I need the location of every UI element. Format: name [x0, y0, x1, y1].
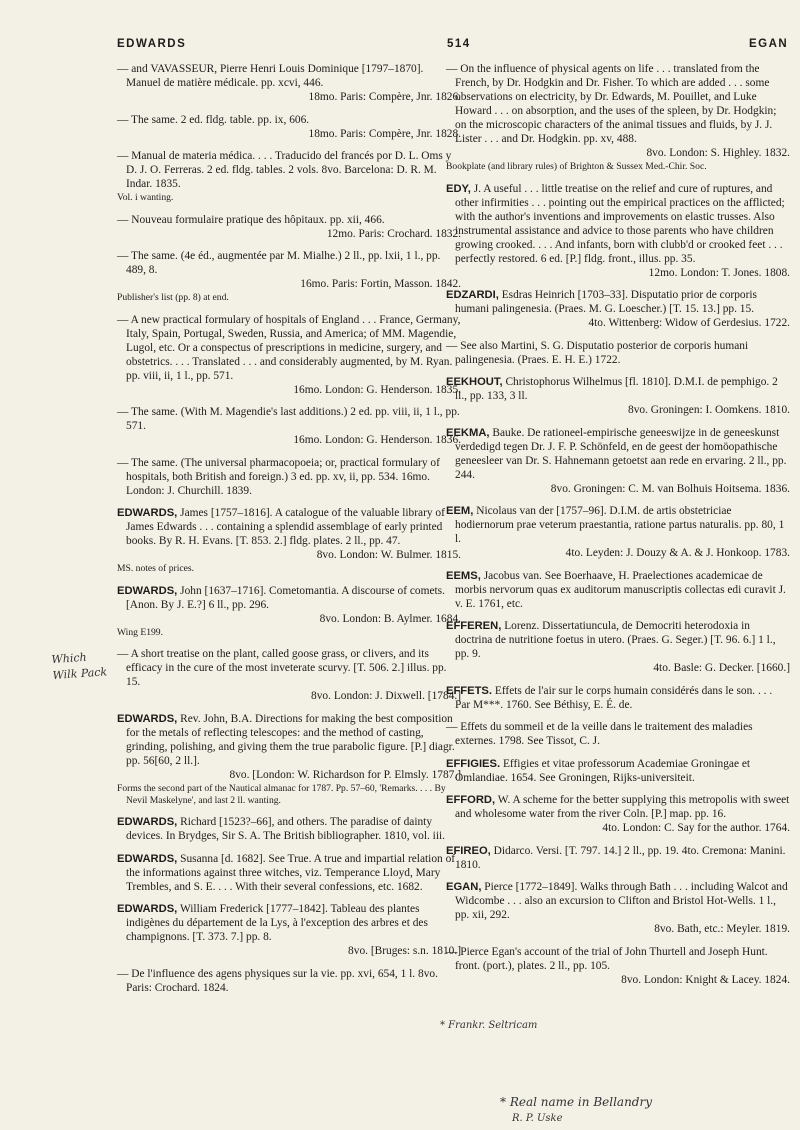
entry-imprint: 18mo. Paris: Compère, Jnr. 1826. — [308, 91, 461, 103]
entry-text: Nicolaus van der [1757–96]. D.I.M. de artis obstetriciae hodiernorum prae veterum praestantia, ratione partus naturalis. pp. 80, 1 l. — [455, 505, 785, 545]
running-header-right: EGAN — [749, 38, 789, 50]
entry-text: — The same. 2 ed. fldg. table. pp. ix, 606. — [117, 113, 310, 126]
catalogue-entry — [446, 757, 790, 785]
entry-text: Didarco. Versi. [T. 797. 14.] 2 ll., pp. 19. 4to. Cremona: Manini. 1810. — [455, 844, 786, 871]
handwritten-margin-note: Which Wilk Pack — [51, 650, 108, 683]
entry-text: Effets de l'air sur le corps humain considérés dans le son. . . . Par M***. 1760. See Béthisy, E. É. de. — [455, 684, 773, 711]
entry-imprint: 8vo. Bath, etc.: Meyler. 1819. — [654, 923, 790, 935]
entry-imprint: 8vo. London: J. Dixwell. [1784.] — [311, 690, 461, 702]
entry-heading: EDWARDS, — [117, 712, 178, 725]
entry-imprint: 8vo. London: S. Highley. 1832. — [646, 147, 790, 159]
left-column — [117, 62, 461, 1003]
catalogue-entry — [446, 375, 790, 417]
entry-text: Bauke. De rationeel-empirische geneeswijze in de geneeskunst verdedigd tegen Dr. J. F. P. Schönfeld, en de geest der homöopathische geneesleer van Dr. S. Hahnemann getoetst aan rede en ervaring. 2 ll., pp. 244. — [455, 426, 787, 481]
entry-text: — and VAVASSEUR, Pierre Henri Louis Dominique [1797–1870]. Manuel de matière médicale. pp. xcvi, 446. — [117, 63, 424, 89]
entry-note: Publisher's list (pp. 8) at end. — [117, 292, 229, 303]
entry-heading: EDWARDS, — [117, 852, 178, 865]
entry-imprint: 16mo. Paris: Fortin, Masson. 1842. — [300, 278, 461, 290]
catalogue-entry — [117, 62, 461, 104]
entry-text: — A short treatise on the plant, called goose grass, or clivers, and its efficacy in the cure of the most inveterate scurvy. [T. 506. 2.] illus. pp. 15. — [117, 648, 447, 688]
catalogue-entry — [446, 504, 790, 560]
entry-heading: EEKMA, — [446, 426, 490, 439]
entry-text: Richard [1523?–66], and others. The paradise of dainty devices. In Brydges, Sir S. A. The British bibliographer. 1810, vol. iii. — [126, 816, 446, 842]
entry-text: — On the influence of physical agents on life . . . translated from the French, by Dr. Hodgkin and Dr. Fisher. To which are added . . . some observations on electricity, by Dr. Edwards, M. Pouillet, and Luke Howard . . . on absorption, and the uses of the spleen, by Dr. Hodgkin; on the microscopic characters of the animal tissues and fluids, by J. J. Lister . . . and Dr. Hodgkin. pp. xv, 488. — [446, 63, 777, 145]
entry-imprint: 4to. Basle: G. Decker. [1660.] — [653, 662, 790, 674]
entry-text: Esdras Heinrich [1703–33]. Disputatio prior de corporis humani palingenesia. (Praes. M. G. Loescher.) [T. 15. 13.] pp. 15. — [455, 289, 757, 315]
catalogue-entry — [446, 793, 790, 835]
catalogue-entry — [446, 426, 790, 496]
entry-heading: EDWARDS, — [117, 507, 178, 519]
catalogue-entry — [117, 113, 461, 141]
handwritten-footer-note-2: R. P. Uske — [512, 1113, 563, 1124]
entry-heading: EDY, — [446, 182, 471, 195]
catalogue-entry — [446, 880, 790, 936]
entry-imprint: 18mo. Paris: Compère, Jnr. 1828. — [308, 127, 461, 140]
entry-note: MS. notes of prices. — [117, 563, 195, 574]
entry-imprint: 8vo. London: B. Aylmer. 1684. — [319, 612, 461, 625]
entry-text: — Nouveau formulaire pratique des hôpitaux. pp. xii, 466. — [117, 213, 385, 226]
entry-imprint: 12mo. London: T. Jones. 1808. — [648, 266, 790, 279]
catalogue-entry — [117, 852, 461, 894]
entry-imprint: 8vo. London: Knight & Lacey. 1824. — [621, 973, 790, 986]
entry-imprint: 8vo. Groningen: C. M. van Bolhuis Hoitsema. 1836. — [550, 482, 790, 495]
entry-note: Wing E199. — [117, 626, 163, 638]
page-number: 514 — [447, 38, 471, 50]
entry-text: — The same. (The universal pharmacopoeia; or, practical formulary of hospitals, both British and foreign.) 3 ed. pp. xv, ii, pp. 534. 16mo. London: J. Churchill. 1839. — [117, 456, 440, 497]
right-column — [446, 62, 790, 995]
entry-heading: EGAN, — [446, 881, 482, 893]
entry-text: Lorenz. Dissertatiuncula, de Democriti heterodoxia in doctrina de nutritione foetus in utero. (Praes. G. Seger.) [T. 96. 6.] 1 l., pp. 9. — [455, 620, 776, 660]
catalogue-entry — [117, 456, 461, 498]
entry-text: — See also Martini, S. G. Disputatio posterior de corporis humani palingenesia. (Praes. E. H. E.) 1722. — [446, 339, 749, 366]
catalogue-entry — [117, 584, 461, 639]
entry-text: — De l'influence des agens physiques sur la vie. pp. xvi, 654, 1 l. 8vo. Paris: Crochard. 1824. — [117, 967, 438, 994]
catalogue-entry — [117, 967, 461, 995]
catalogue-entry — [446, 339, 790, 367]
entry-imprint: 4to. Leyden: J. Douzy & A. & J. Honkoop. 1783. — [565, 547, 790, 559]
entry-heading: EDWARDS, — [117, 816, 178, 828]
entry-text: William Frederick [1777–1842]. Tableau des plantes indigènes du département de la Lys, à l'exception des arbres et des champignons. [T. 373. 7.] pp. 8. — [126, 903, 428, 943]
entry-heading: EFFORD, — [446, 794, 496, 806]
entry-heading: EDWARDS, — [117, 903, 178, 915]
handwritten-footer-note: * Real name in Bellandry — [500, 1095, 652, 1109]
catalogue-entry — [117, 313, 461, 397]
catalogue-entry — [117, 902, 461, 958]
entry-text: — The same. (4e éd., augmentée par M. Mialhe.) 2 ll., pp. lxii, 1 l., pp. 489, 8. — [117, 250, 441, 276]
entry-text: James [1757–1816]. A catalogue of the valuable library of James Edwards . . . containing a splendid assemblage of early printed books. By R. H. Evans. [T. 853. 2.] fldg. plates. 2 ll., pp. 47. — [126, 507, 445, 547]
handwritten-asterisk-note: * Frankr. Seltricam — [440, 1020, 538, 1031]
entry-heading: EDZARDI, — [446, 289, 499, 301]
entry-heading: EEMS, — [446, 569, 481, 582]
entry-text: Susanna [d. 1682]. See True. A true and impartial relation of the informations against three witches, viz. Temperance Lloyd, Mary Trembles, and S. E. . . . With their several confessions, etc. 1682. — [126, 852, 456, 893]
entry-heading: EEM, — [446, 505, 474, 517]
catalogue-entry — [117, 149, 461, 204]
entry-text: W. A scheme for the better supplying this metropolis with sweet and wholesome water from the river Coln. [P.] map. pp. 16. — [455, 794, 790, 820]
catalogue-entry — [446, 844, 790, 872]
catalogue-entry — [117, 249, 461, 304]
entry-note: Bookplate (and library rules) of Brighton & Sussex Med.-Chir. Soc. — [446, 161, 707, 172]
entry-text: — Manual de materia médica. . . . Traducido del francés por D. L. Oms y D. J. O. Ferreras. 2 ed. fldg. tables. 2 vols. 8vo. Barcelona: D. R. M. Indar. 1835. — [117, 150, 452, 190]
catalogue-entry — [117, 647, 461, 703]
catalogue-entry — [446, 288, 790, 330]
entry-note: Vol. i wanting. — [117, 192, 174, 203]
catalogue-entry — [446, 945, 790, 987]
catalogue-entry — [117, 815, 461, 843]
entry-heading: EDWARDS, — [117, 584, 178, 597]
entry-heading: EEKHOUT, — [446, 376, 503, 388]
catalogue-entry — [117, 506, 461, 575]
entry-imprint: 4to. London: C. Say for the author. 1764. — [602, 822, 790, 834]
catalogue-entry — [446, 569, 790, 611]
entry-text: Effigies et vitae professorum Academiae Groningae et Omlandiae. 1654. See Groningen, Rijks-universiteit. — [455, 757, 751, 784]
entry-text: J. A useful . . . little treatise on the relief and cure of ruptures, and other infirmities . . . pointing out the empirical practices on the afflicted; with the author's inventions and improvements on elastic trusses. Also instrumental assistance and advice to those parents who have children growing crooked. . . . And infants, born with clubb'd or crooked feet . . . perfectly restored. 6 ed. [P.] fldg. front., illus. pp. 35. — [455, 182, 785, 265]
entry-imprint: 8vo. London: W. Bulmer. 1815. — [316, 549, 461, 561]
entry-text: Jacobus van. See Boerhaave, H. Praelectiones academicae de morbis nervorum quas ex auditorum manuscriptis collectas edi curavit J. v. E. 1761, etc. — [455, 569, 786, 610]
catalogue-entry — [117, 213, 461, 241]
entry-imprint: 8vo. [London: W. Richardson for P. Elmsly. 1787.] — [229, 768, 461, 781]
entry-text: Pierce [1772–1849]. Walks through Bath . . . including Walcot and Widcombe . . . also an excursion to Clifton and Bristol Hot-Wells. 1 l., pp. xii, 292. — [455, 881, 788, 921]
entry-text: — Pierce Egan's account of the trial of John Thurtell and Joseph Hunt. front. (port.), plates. 2 ll., pp. 105. — [446, 945, 768, 972]
entry-text: — Effets du sommeil et de la veille dans le traitement des maladies externes. 1798. See Tissot, C. J. — [446, 721, 753, 747]
entry-imprint: 4to. Wittenberg: Widow of Gerdesius. 1722. — [588, 317, 790, 329]
entry-heading: EFIREO, — [446, 844, 491, 857]
catalogue-entry — [446, 619, 790, 675]
catalogue-entry — [446, 720, 790, 748]
entry-text: Christophorus Wilhelmus [fl. 1810]. D.M.I. de pemphigo. 2 ll., pp. 133, 3 ll. — [455, 376, 778, 402]
entry-text: Rev. John, B.A. Directions for making the best composition for the metals of reflecting telescopes: and the method of casting, grinding, polishing, and giving them the true parabolic figure. [P.] diagr. pp. 56[60, 2 ll.]. — [126, 712, 455, 767]
catalogue-entry — [446, 62, 790, 173]
entry-heading: EFFETS. — [446, 684, 492, 697]
entry-text: John [1637–1716]. Cometomantia. A discourse of comets. [Anon. By J. E.?] 6 ll., pp. 296. — [126, 584, 445, 611]
catalogue-entry — [446, 684, 790, 712]
catalogue-entry — [117, 712, 461, 807]
entry-imprint: 8vo. [Bruges: s.n. 1810.] — [348, 945, 461, 957]
entry-imprint: 8vo. Groningen: I. Oomkens. 1810. — [628, 404, 790, 416]
entry-text: — The same. (With M. Magendie's last additions.) 2 ed. pp. viii, ii, 1 l., pp. 571. — [117, 406, 460, 432]
entry-imprint: 16mo. London: G. Henderson. 1835. — [293, 383, 461, 396]
running-header-left: EDWARDS — [117, 38, 187, 50]
entry-heading: EFFIGIES. — [446, 757, 501, 770]
entry-note: Forms the second part of the Nautical almanac for 1787. Pp. 57–60, 'Remarks. . . . By Nevil Maskelyne', and last 2 ll. wanting. — [117, 782, 446, 806]
catalogue-entry — [117, 405, 461, 447]
entry-heading: EFFEREN, — [446, 620, 502, 632]
entry-imprint: 12mo. Paris: Crochard. 1832. — [326, 227, 461, 240]
entry-imprint: 16mo. London: G. Henderson. 1836. — [293, 434, 461, 446]
entry-text: — A new practical formulary of hospitals of England . . . France, Germany, Italy, Spain, Portugal, Sweden, Russia, and America; of MM. Magendie, Lugol, etc. Or a conspectus of prescriptions in medicine, surgery, and obstetrics. . . . Translated . . . and considerably augmented, by M. Ryan. pp. viii, ii, 1 l., pp. 571. — [117, 313, 461, 382]
catalogue-entry — [446, 182, 790, 280]
